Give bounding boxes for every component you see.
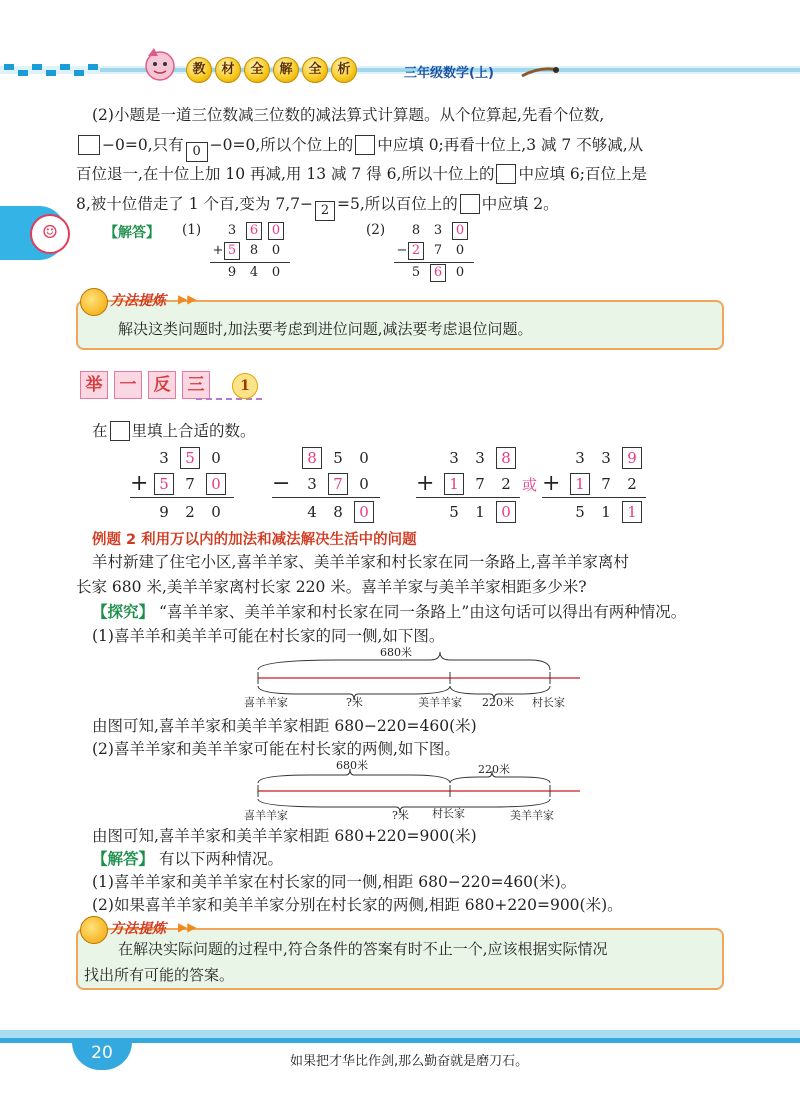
practice-char: 一 — [114, 371, 142, 399]
filled-box: 2 — [408, 242, 424, 260]
blank-box — [78, 135, 100, 155]
para-text: 中应填 0;再看十位上,3 减 7 不够减,从 — [377, 136, 644, 154]
case-2-text: (2)喜羊羊家和美羊羊家可能在村长家的两侧,如下图。 — [92, 740, 460, 758]
example-question-2: 长家 680 米,美羊羊家离村长家 220 米。喜羊羊家与美羊羊家相距多少米? — [76, 578, 587, 596]
example-question-1: 羊村新建了住宅小区,喜羊羊家、美羊羊家和村长家在同一条路上,喜羊羊家离村 — [92, 553, 629, 571]
diagram-label: 220米 — [478, 763, 510, 776]
digit: 3 — [433, 223, 443, 238]
digit: 0 — [455, 265, 465, 280]
digit: 5 — [411, 265, 421, 280]
digit: 4 — [249, 265, 259, 280]
practice-char: 举 — [80, 371, 108, 399]
para-line-1: (2)小题是一道三位数减三位数的减法算式计算题。从个位算起,先看个位数, — [92, 106, 605, 124]
digit: 9 — [227, 265, 237, 280]
sum-line — [542, 497, 646, 498]
para-line-3 — [76, 163, 647, 185]
digit: 7 — [601, 475, 611, 493]
diagram-label: 美羊羊家 — [418, 696, 462, 709]
sum-line — [130, 497, 234, 498]
header-quill-icon — [520, 64, 560, 80]
diagram-label: 喜羊羊家 — [244, 809, 288, 822]
filled-box: 5 — [224, 242, 240, 260]
filled-box: 8 — [302, 447, 322, 469]
filled-box: 0 — [206, 473, 226, 495]
digit: 7 — [475, 475, 485, 493]
method-mascot-icon — [80, 288, 108, 316]
digit: 3 — [475, 449, 485, 467]
filled-box: 0 — [452, 222, 468, 240]
side-mascot-icon: ☺ — [30, 214, 70, 254]
diagram-label: ?米 — [346, 696, 363, 709]
diagram-label: ?米 — [392, 809, 409, 822]
practice-problem-1 — [130, 447, 240, 523]
para-text: −0=0,所以个位上的 — [209, 136, 354, 154]
filled-box: 0 — [268, 222, 284, 240]
digit: 5 — [333, 449, 343, 467]
digit: 1 — [601, 503, 611, 521]
answer-label: 【解答】 — [92, 849, 155, 868]
minus-sign: − — [396, 243, 408, 258]
digit: 0 — [211, 503, 221, 521]
blank-box — [460, 194, 480, 214]
digit: 0 — [271, 265, 281, 280]
footer-motto: 如果把才华比作剑,那么勤奋就是磨刀石。 — [290, 1054, 529, 1069]
method-chevron-icon: ▶▶ — [178, 292, 197, 306]
digit: 0 — [211, 449, 221, 467]
digit: 5 — [575, 503, 585, 521]
sum-line — [416, 497, 520, 498]
para-text: 百位退一,在十位上加 10 再减,用 13 减 7 得 6,所以十位上的 — [76, 165, 495, 183]
answer-part-2-label: (2) — [366, 222, 386, 238]
digit: 3 — [307, 475, 317, 493]
practice-char: 三 — [182, 371, 210, 399]
practice-text: 里填上合适的数。 — [131, 422, 256, 440]
digit: 3 — [449, 449, 459, 467]
explore-line — [92, 601, 686, 623]
digit: 3 — [601, 449, 611, 467]
digit: 1 — [475, 503, 485, 521]
minus-sign: − — [272, 471, 291, 496]
filled-box: 1 — [444, 473, 464, 495]
digit: 9 — [159, 503, 169, 521]
filled-box: 2 — [315, 201, 335, 221]
diagram-label: 村长家 — [432, 807, 465, 820]
distance-diagram-1 — [244, 644, 590, 709]
practice-header — [80, 371, 210, 399]
answer-2-line — [92, 848, 283, 870]
header-stripe — [0, 62, 800, 78]
header-title-char: 全 — [302, 57, 328, 83]
practice-char: 反 — [148, 371, 176, 399]
header-title-char: 全 — [244, 57, 270, 83]
sum-line — [210, 262, 290, 263]
header-title-char: 材 — [215, 57, 241, 83]
or-label: 或 — [522, 476, 538, 494]
blank-box — [110, 421, 130, 441]
answer-2-case-2: (2)如果喜羊羊家和美羊羊家分别在村长家的两侧,相距 680+220=900(米)。 — [92, 896, 623, 914]
method-text-line-2: 找出所有可能的答案。 — [84, 966, 235, 984]
practice-problem-4 — [542, 447, 652, 523]
diagram-label: 美羊羊家 — [510, 809, 554, 822]
diagram-label: 村长家 — [532, 696, 565, 709]
filled-box: 1 — [570, 473, 590, 495]
method-chevron-icon: ▶▶ — [178, 920, 197, 934]
vertical-subtraction — [394, 222, 484, 284]
digit: 0 — [359, 449, 369, 467]
digit: 7 — [433, 243, 443, 258]
para-text: 中应填 6;百位上是 — [518, 165, 647, 183]
example-title: 例题 2 利用万以内的加法和减法解决生活中的问题 — [92, 532, 417, 548]
filled-box: 6 — [430, 264, 446, 282]
method-label: 方法提炼 — [110, 293, 166, 309]
digit: 5 — [449, 503, 459, 521]
answer-intro: 有以下两种情况。 — [158, 850, 283, 868]
digit: 7 — [185, 475, 195, 493]
para-text: −0=0,只有 — [102, 136, 184, 154]
method-text: 解决这类问题时,加法要考虑到进位问题,减法要考虑退位问题。 — [118, 320, 533, 338]
practice-text: 在 — [92, 422, 108, 440]
para-line-4 — [76, 193, 559, 221]
para-text: 8,被十位借走了 1 个百,变为 7,7− — [76, 195, 313, 213]
para-line-2 — [76, 134, 643, 162]
para-text: 中应填 2。 — [481, 195, 559, 213]
diagram-label: 680米 — [380, 646, 412, 659]
filled-box: 6 — [246, 222, 262, 240]
plus-sign: + — [542, 471, 561, 496]
practice-dash-line — [196, 398, 262, 400]
result-2-text: 由图可知,喜羊羊家和美羊羊家相距 680+220=900(米) — [92, 827, 477, 845]
digit: 2 — [185, 503, 195, 521]
digit: 8 — [249, 243, 259, 258]
vertical-addition — [210, 222, 300, 284]
header-title-char: 析 — [331, 57, 357, 83]
filled-box: 0 — [354, 501, 374, 523]
answer-part-1-label: (1) — [182, 222, 202, 238]
digit: 3 — [575, 449, 585, 467]
filled-box: 5 — [154, 473, 174, 495]
difference-line — [394, 262, 474, 263]
filled-box: 0 — [186, 142, 208, 162]
digit: 0 — [455, 243, 465, 258]
diagram-label: 喜羊羊家 — [244, 696, 288, 709]
diagram-label: 220米 — [482, 696, 514, 709]
practice-problem-3 — [416, 447, 526, 523]
method-label: 方法提炼 — [110, 921, 166, 937]
filled-box: 8 — [496, 447, 516, 469]
header-title-char: 教 — [186, 57, 212, 83]
digit: 3 — [227, 223, 237, 238]
case-1-text: (1)喜羊羊和美羊羊可能在村长家的同一侧,如下图。 — [92, 627, 445, 645]
practice-number: 1 — [232, 373, 258, 399]
explore-label: 【探究】 — [92, 602, 155, 621]
digit: 0 — [359, 475, 369, 493]
practice-prompt — [92, 420, 256, 442]
result-1-text: 由图可知,喜羊羊家和美羊羊家相距 680−220=460(米) — [92, 717, 477, 735]
answer-2-case-1: (1)喜羊羊家和美羊羊家在村长家的同一侧,相距 680−220=460(米)。 — [92, 873, 577, 891]
digit: 8 — [333, 503, 343, 521]
para-text: =5,所以百位上的 — [337, 195, 458, 213]
page-number: 20 — [72, 1038, 132, 1070]
digit: 4 — [307, 503, 317, 521]
digit: 0 — [271, 243, 281, 258]
digit: 2 — [501, 475, 511, 493]
distance-diagram-2 — [244, 757, 590, 822]
filled-box: 5 — [180, 447, 200, 469]
explore-text: “喜羊羊家、美羊羊家和村长家在同一条路上”由这句话可以得出有两种情况。 — [158, 603, 687, 621]
header-title — [186, 57, 357, 83]
method-mascot-icon — [80, 916, 108, 944]
digit: 3 — [159, 449, 169, 467]
header-mascot-icon — [138, 44, 182, 84]
practice-problem-2 — [272, 447, 382, 523]
difference-line — [272, 497, 380, 498]
header-title-char: 解 — [273, 57, 299, 83]
blank-box — [355, 135, 375, 155]
plus-sign: + — [130, 471, 149, 496]
plus-sign: + — [416, 471, 435, 496]
filled-box: 0 — [496, 501, 516, 523]
diagram-label: 680米 — [336, 759, 368, 772]
answer-label: 【解答】 — [104, 225, 160, 241]
method-text-line-1: 在解决实际问题的过程中,符合条件的答案有时不止一个,应该根据实际情况 — [118, 940, 608, 958]
filled-box: 1 — [622, 501, 642, 523]
header-grade: 三年级数学(上) — [404, 66, 494, 81]
digit: 2 — [627, 475, 637, 493]
filled-box: 7 — [328, 473, 348, 495]
digit: 8 — [411, 223, 421, 238]
blank-box — [496, 164, 516, 184]
filled-box: 9 — [622, 447, 642, 469]
plus-sign: + — [212, 243, 224, 258]
